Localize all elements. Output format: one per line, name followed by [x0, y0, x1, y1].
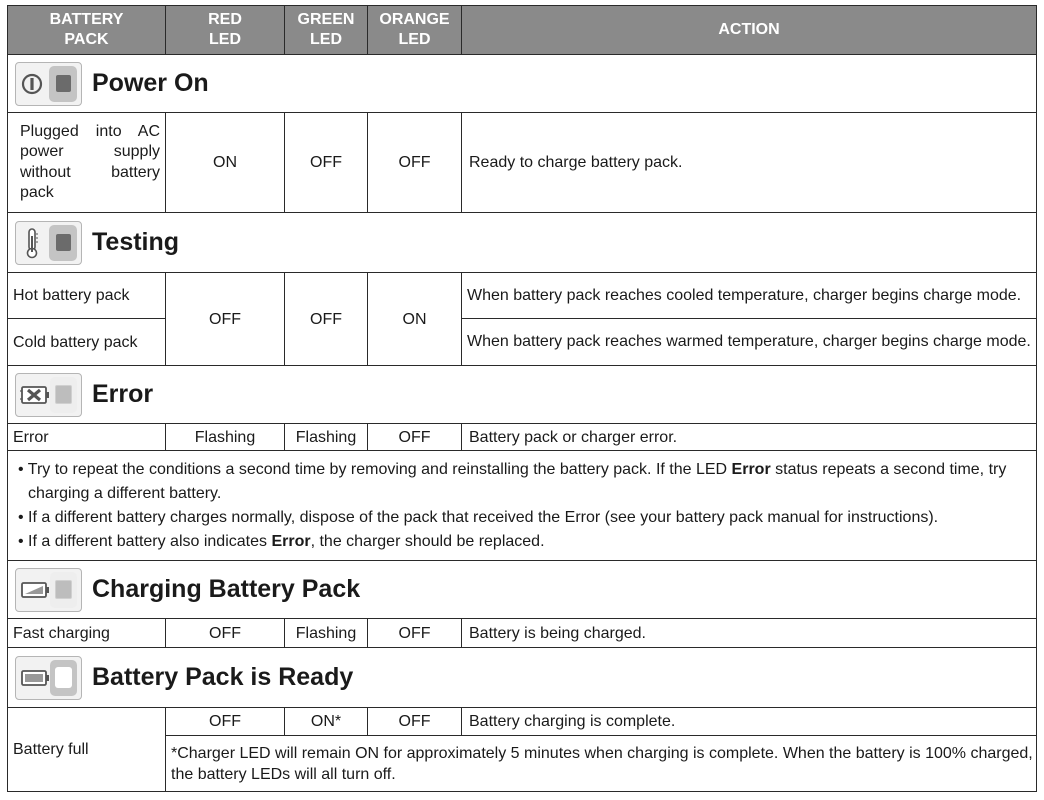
green-led-cell: OFF	[285, 273, 368, 366]
battery-charging-icon	[15, 568, 82, 612]
condition-cell: Hot battery pack	[8, 273, 166, 319]
condition-cell: Error	[8, 424, 166, 451]
table-row	[8, 113, 1037, 213]
condition-cell: Fast charging	[8, 619, 166, 648]
table-row	[8, 708, 1037, 736]
note-item: • Try to repeat the conditions a second time by removing and reinstalling the battery pack. If the LED Error status repeats a second time, try charging a different battery.	[18, 461, 1007, 502]
red-led-cell: OFF	[166, 273, 285, 366]
header-action: ACTION	[462, 6, 1037, 55]
table-row	[8, 273, 1037, 319]
battery-full-icon	[15, 656, 82, 700]
section-power-on	[8, 55, 1037, 113]
section-title: Battery Pack is Ready	[92, 663, 354, 691]
section-error	[8, 366, 1037, 424]
section-ready	[8, 648, 1037, 708]
section-testing	[8, 213, 1037, 273]
section-title: Power On	[92, 69, 209, 97]
note-item: • If a different battery also indicates Error, the charger should be replaced.	[18, 533, 545, 550]
header-orange-led: ORANGE LED	[368, 6, 462, 55]
red-led-cell: Flashing	[166, 424, 285, 451]
action-cell: Battery charging is complete.	[462, 708, 1037, 736]
note-item: • If a different battery charges normally, dispose of the pack that received the Error (see your battery pack manual for instructions).	[18, 509, 939, 526]
red-led-cell: ON	[166, 113, 285, 213]
table-header-row	[8, 6, 1037, 55]
red-led-cell: OFF	[166, 619, 285, 648]
section-title: Charging Battery Pack	[92, 575, 361, 603]
footnote-cell: *Charger LED will remain ON for approximately 5 minutes when charging is complete. When the battery is 100% charged, the battery LEDs will all turn off.	[166, 736, 1037, 792]
condition-cell: Battery full	[8, 708, 166, 792]
orange-led-cell: ON	[368, 273, 462, 366]
green-led-cell: ON*	[285, 708, 368, 736]
header-green-led: GREEN LED	[285, 6, 368, 55]
green-led-cell: Flashing	[285, 424, 368, 451]
action-cell: Ready to charge battery pack.	[462, 113, 1037, 213]
orange-led-cell: OFF	[368, 113, 462, 213]
orange-led-cell: OFF	[368, 708, 462, 736]
section-title: Error	[92, 380, 154, 408]
power-icon	[15, 62, 82, 106]
table-row	[8, 319, 1037, 366]
action-cell: When battery pack reaches cooled temperature, charger begins charge mode.	[462, 273, 1037, 319]
section-charging	[8, 561, 1037, 619]
action-cell: Battery is being charged.	[462, 619, 1037, 648]
condition-cell: Plugged into AC power supply without battery pack	[8, 113, 166, 213]
action-cell: When battery pack reaches warmed temperature, charger begins charge mode.	[462, 319, 1037, 366]
charger-led-table	[7, 5, 1037, 792]
green-led-cell: Flashing	[285, 619, 368, 648]
table-row	[8, 619, 1037, 648]
section-title: Testing	[92, 228, 180, 256]
thermometer-icon	[15, 221, 82, 265]
condition-cell: Cold battery pack	[8, 319, 166, 366]
table-row	[8, 424, 1037, 451]
orange-led-cell: OFF	[368, 619, 462, 648]
header-battery-pack: BATTERY PACK	[8, 6, 166, 55]
orange-led-cell: OFF	[368, 424, 462, 451]
error-notes	[8, 451, 1037, 561]
red-led-cell: OFF	[166, 708, 285, 736]
header-red-led: RED LED	[166, 6, 285, 55]
action-cell: Battery pack or charger error.	[462, 424, 1037, 451]
green-led-cell: OFF	[285, 113, 368, 213]
battery-error-icon	[15, 373, 82, 417]
error-notes-row	[8, 451, 1037, 561]
